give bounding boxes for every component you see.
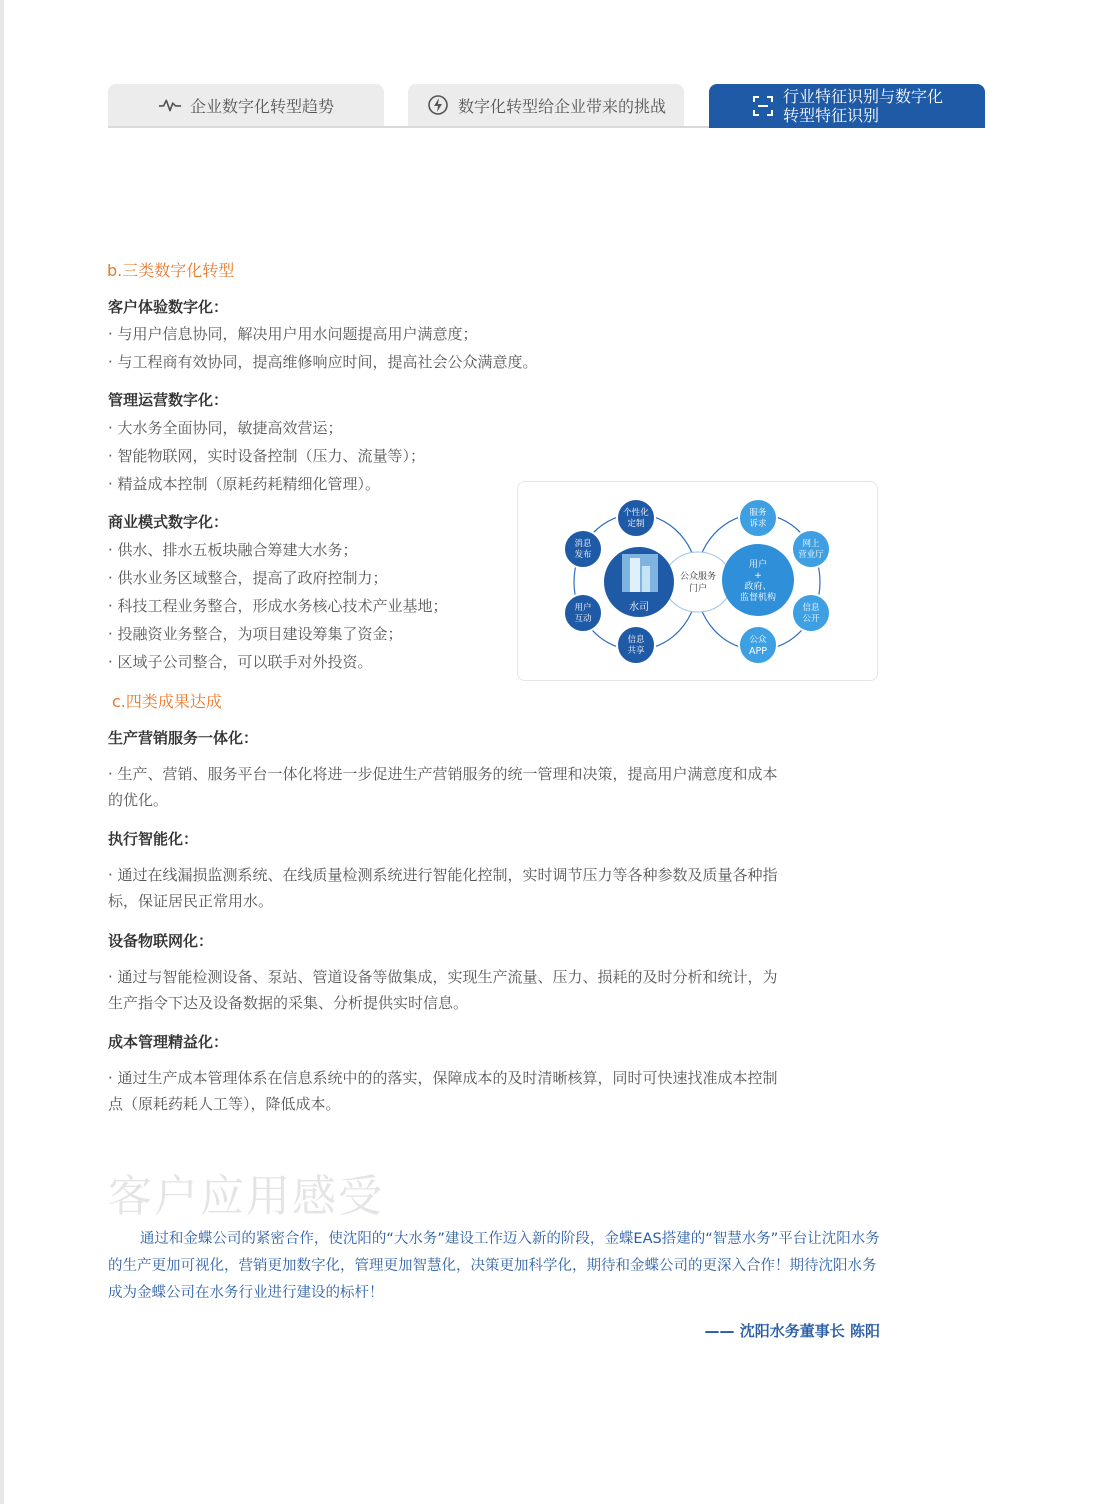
users-label-line3: 政府、	[744, 582, 772, 592]
bullet-item: · 与用户信息协同，解决用户用水问题提高用户满意度；	[108, 325, 478, 343]
paragraph-line: 的优化。	[108, 791, 169, 809]
node-personalized	[617, 499, 655, 537]
tab-digital-challenge[interactable]	[408, 84, 684, 126]
node-user-interaction	[564, 594, 602, 632]
scan-frame-icon	[751, 94, 775, 118]
pulse-icon	[158, 93, 182, 117]
node-online-hall	[792, 530, 830, 568]
bullet-item: · 大水务全面协同，敏捷高效营运；	[108, 419, 343, 437]
svg-text:互动: 互动	[574, 614, 592, 624]
paragraph-line: · 生产、营销、服务平台一体化将进一步促进生产营销服务的统一管理和决策，提高用户满意度和成本	[108, 765, 778, 783]
node-public-app	[739, 626, 777, 664]
paragraph-line: · 通过生产成本管理体系在信息系统中的的落实，保障成本的及时清晰核算，同时可快速找准成本控制	[108, 1069, 778, 1087]
node-message-publish	[564, 530, 602, 568]
water-service-diagram	[517, 481, 878, 681]
tab-industry-features[interactable]	[709, 84, 985, 128]
svg-text:个性化: 个性化	[623, 508, 649, 518]
section-b-title: b.三类数字化转型	[107, 261, 235, 280]
svg-text:共享: 共享	[627, 646, 645, 656]
svg-text:消息: 消息	[574, 539, 592, 549]
portal-label-line1: 公众服务	[679, 572, 717, 582]
users-label-line2: +	[754, 571, 762, 581]
building-tower	[630, 558, 640, 592]
svg-text:网上: 网上	[802, 539, 820, 549]
node-info-sharing	[617, 626, 655, 664]
tab-label: 数字化转型给企业带来的挑战	[457, 96, 666, 116]
svg-text:用户: 用户	[574, 603, 592, 613]
svg-text:定制: 定制	[627, 519, 645, 529]
refresh-bolt-icon	[426, 93, 450, 117]
tab-label-line2: 转型特征识别	[782, 106, 879, 125]
svg-text:信息: 信息	[627, 635, 645, 645]
subheading-lean-cost: 成本管理精益化：	[108, 1033, 229, 1051]
tab-label: 企业数字化转型趋势	[189, 96, 334, 116]
bullet-item: · 科技工程业务整合，形成水务核心技术产业基地；	[108, 597, 448, 615]
paragraph-line: · 通过与智能检测设备、泵站、管道设备等做集成，实现生产流量、压力、损耗的及时分析和统计，为	[108, 968, 778, 986]
paragraph	[108, 862, 880, 914]
tab-bar	[108, 84, 985, 128]
paragraph	[108, 1065, 880, 1117]
paragraph	[108, 761, 880, 813]
subheading-operations: 管理运营数字化：	[108, 391, 229, 409]
subheading-integration: 生产营销服务一体化：	[108, 729, 259, 747]
node-service-request	[739, 499, 777, 537]
paragraph-line: 标，保证居民正常用水。	[108, 892, 274, 910]
subheading-intelligent-execution: 执行智能化：	[108, 830, 199, 848]
bullet-item: · 区域子公司整合，可以联手对外投资。	[108, 653, 373, 671]
portal-label-line2: 门户	[688, 584, 708, 594]
building-tower	[642, 566, 650, 592]
subheading-device-iot: 设备物联网化：	[108, 932, 214, 950]
tab-label-line1: 行业特征识别与数字化	[782, 87, 943, 106]
users-label-line4: 监督机构	[739, 593, 777, 603]
svg-text:公开: 公开	[802, 614, 820, 624]
node-info-public	[792, 594, 830, 632]
bullet-item: · 供水业务区域整合，提高了政府控制力；	[108, 569, 388, 587]
svg-text:诉求: 诉求	[749, 519, 767, 529]
svg-text:营业厅: 营业厅	[798, 550, 824, 560]
paragraph	[108, 964, 880, 1016]
quote-signature: —— 沈阳水务董事长 陈阳	[704, 1322, 880, 1340]
paragraph-line: 点（原耗药耗人工等），降低成本。	[108, 1095, 341, 1113]
paragraph-line: · 通过在线漏损监测系统、在线质量检测系统进行智能化控制，实时调节压力等各种参数及质量各种指	[108, 866, 778, 884]
subheading-business-model: 商业模式数字化：	[108, 513, 229, 531]
bullet-item: · 智能物联网，实时设备控制（压力、流量等）；	[108, 447, 426, 465]
svg-text:信息: 信息	[802, 603, 820, 613]
page-edge	[0, 0, 4, 1504]
customer-quote: 通过和金蝶公司的紧密合作，使沈阳的“大水务”建设工作迈入新的阶段，金蝶EAS搭建的“智慧水务”平台让沈阳水务的生产更加可视化，营销更加数字化，管理更加智慧化，决策更加科学化，期待和金蝶公司的更深入合作！期待沈阳水务成为金蝶公司在水务行业进行建设的标杆！	[108, 1231, 880, 1301]
section-c-title: c.四类成果达成	[112, 692, 222, 711]
subheading-customer-experience: 客户体验数字化：	[108, 298, 229, 316]
bullet-item: · 精益成本控制（原耗药耗精细化管理）。	[108, 475, 381, 493]
paragraph-line: 生产指令下达及设备数据的采集、分析提供实时信息。	[108, 994, 469, 1012]
svg-text:发布: 发布	[574, 550, 592, 560]
svg-text:APP: APP	[749, 646, 767, 657]
tab-digital-trend[interactable]	[108, 84, 384, 126]
svg-text:服务: 服务	[749, 508, 767, 518]
bullet-item: · 与工程商有效协同，提高维修响应时间，提高社会公众满意度。	[108, 353, 538, 371]
users-label-line1: 用户	[748, 560, 768, 570]
water-company-label: 水司	[629, 602, 649, 613]
bullet-item: · 投融资业务整合，为项目建设筹集了资金；	[108, 625, 403, 643]
customer-feedback-title: 客户应用感受	[108, 1171, 384, 1222]
svg-text:公众: 公众	[749, 635, 767, 645]
bullet-item: · 供水、排水五板块融合筹建大水务；	[108, 541, 358, 559]
portal-ring	[664, 552, 732, 612]
tab-label	[783, 87, 943, 125]
